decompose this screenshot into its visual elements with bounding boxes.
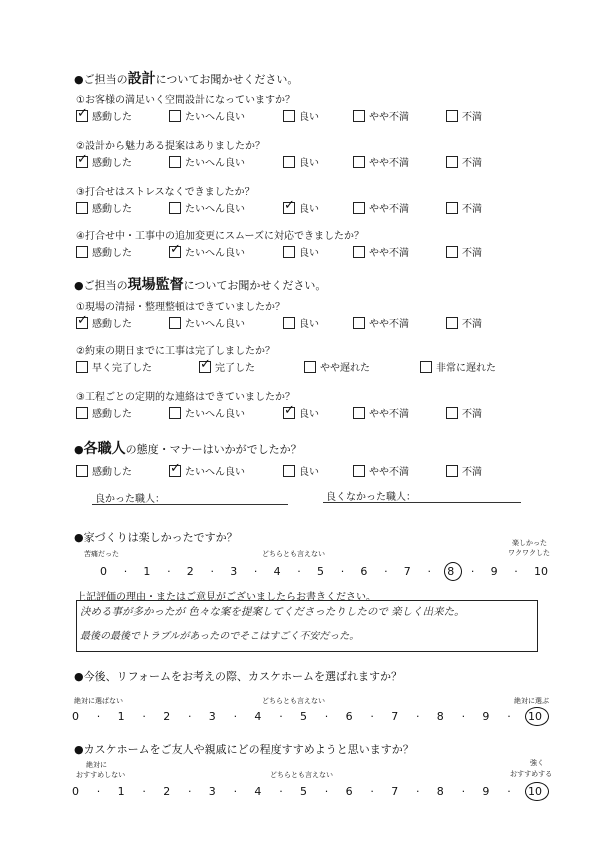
scale-left-label: 苦痛だった	[84, 550, 119, 558]
checkbox[interactable]	[283, 465, 295, 477]
option-checkbox[interactable]	[76, 463, 132, 478]
option-label: たいへん良い	[185, 409, 245, 420]
scale-left-label: おすすめしない	[76, 771, 126, 779]
checkbox[interactable]	[446, 156, 458, 168]
scale-number[interactable]: 7	[391, 785, 399, 798]
option-checkbox[interactable]	[76, 359, 152, 374]
scale-separator: ·	[507, 710, 511, 723]
option-checkbox[interactable]	[283, 108, 319, 123]
option-label: 感動した	[92, 112, 132, 123]
option-label: やや不満	[369, 112, 409, 123]
selected-circle	[444, 562, 462, 581]
checkbox[interactable]	[283, 110, 295, 122]
scale-separator: ·	[188, 785, 192, 798]
question-text: ④打合せ中・工事中の追加変更にスムーズに対応できましたか？	[76, 231, 364, 242]
checkbox[interactable]	[169, 110, 181, 122]
option-checkbox[interactable]	[446, 154, 482, 169]
scale-number[interactable]: 3	[208, 710, 216, 723]
option-label: 不満	[462, 204, 482, 215]
option-label: 不満	[462, 319, 482, 330]
scale-mid-label: どちらとも言えない	[262, 550, 325, 558]
scale-number[interactable]: 10	[534, 565, 548, 578]
scale-separator: ·	[279, 785, 283, 798]
option-checkbox[interactable]	[446, 200, 482, 215]
option-label: 良い	[299, 158, 319, 169]
option-checkbox[interactable]	[446, 405, 482, 420]
option-label: 完了した	[215, 363, 255, 374]
scale-separator: ·	[324, 710, 329, 723]
option-checkbox[interactable]	[283, 244, 319, 259]
option-label: たいへん良い	[185, 467, 245, 478]
handwritten-comment-1: 決める事が多かったが 色々な案を提案してくださったりしたので 楽しく出来た。	[80, 606, 465, 618]
checkbox[interactable]	[76, 361, 88, 373]
checkbox[interactable]	[446, 110, 458, 122]
section-heading	[74, 274, 326, 294]
scale-number[interactable]: 8	[436, 710, 444, 723]
section-heading	[74, 438, 302, 458]
option-label: 感動した	[92, 467, 132, 478]
heading-suffix: についてお聞かせください。	[183, 279, 327, 292]
scale-separator: ·	[370, 710, 374, 723]
checkbox[interactable]	[76, 110, 88, 122]
scale-separator: ·	[340, 565, 345, 578]
scale-separator: ·	[167, 565, 171, 578]
scale-separator: ·	[470, 565, 475, 578]
scale-number[interactable]: 9	[482, 710, 490, 723]
option-checkbox[interactable]	[353, 315, 409, 330]
option-label: たいへん良い	[185, 158, 245, 169]
option-checkbox[interactable]	[446, 244, 482, 259]
scale-number[interactable]: 9	[482, 785, 490, 798]
checkbox[interactable]	[76, 465, 88, 477]
option-checkbox[interactable]	[283, 405, 319, 420]
selected-circle	[525, 782, 549, 801]
option-label: 不満	[462, 409, 482, 420]
scale-number[interactable]: 0	[72, 710, 79, 723]
option-label: 不満	[462, 248, 482, 259]
heading-bold: 現場監督	[127, 277, 184, 293]
option-checkbox[interactable]	[169, 244, 245, 259]
option-label: 感動した	[92, 319, 132, 330]
checkbox[interactable]	[199, 361, 211, 373]
option-label: 非常に遅れた	[436, 363, 496, 374]
checkbox[interactable]	[353, 246, 365, 258]
scale-number[interactable]: 5	[317, 565, 324, 578]
option-checkbox[interactable]	[169, 405, 245, 420]
option-checkbox[interactable]	[353, 405, 409, 420]
scale-number[interactable]: 2	[163, 710, 171, 723]
option-checkbox[interactable]	[76, 315, 132, 330]
checkbox[interactable]	[283, 202, 295, 214]
option-checkbox[interactable]	[353, 244, 409, 259]
heading-prefix: ●	[74, 443, 84, 456]
scale-right-label: 楽しかった	[512, 539, 547, 547]
scale-right-label: おすすめする	[510, 770, 553, 778]
option-label: やや不満	[369, 467, 409, 478]
option-checkbox[interactable]	[353, 154, 409, 169]
selected-circle	[525, 707, 549, 726]
option-checkbox[interactable]	[304, 359, 370, 374]
scale-number[interactable]: 6	[345, 785, 353, 798]
option-checkbox[interactable]	[353, 463, 409, 478]
scale-separator: ·	[123, 565, 128, 578]
option-checkbox[interactable]	[76, 200, 132, 215]
option-checkbox[interactable]	[169, 108, 245, 123]
handwritten-comment-2: 最後の最後でトラブルがあったのでそこはすごく不安だった。	[80, 631, 360, 642]
option-label: やや不満	[369, 409, 409, 420]
checkbox[interactable]	[353, 317, 365, 329]
reason-label: 上記評価の理由・またはご意見がございましたらお書きください。	[76, 592, 376, 603]
option-label: 良い	[299, 248, 319, 259]
option-label: 不満	[462, 112, 482, 123]
option-label: 感動した	[92, 158, 132, 169]
scale-number[interactable]: 4	[254, 710, 262, 723]
scale-separator: ·	[96, 785, 101, 798]
checkbox[interactable]	[446, 202, 458, 214]
section-heading	[74, 68, 298, 88]
scale-number[interactable]: 5	[300, 710, 307, 723]
option-checkbox[interactable]	[283, 200, 319, 215]
checkbox[interactable]	[76, 156, 88, 168]
scale-number[interactable]: 6	[360, 565, 368, 578]
scale-separator: ·	[384, 565, 388, 578]
checkbox[interactable]	[420, 361, 432, 373]
option-label: やや不満	[369, 319, 409, 330]
option-checkbox[interactable]	[169, 315, 245, 330]
scale-separator: ·	[370, 785, 374, 798]
scale-separator: ·	[233, 710, 238, 723]
scale-number[interactable]: 10	[528, 785, 542, 798]
option-checkbox[interactable]	[446, 108, 482, 123]
option-checkbox[interactable]	[76, 405, 132, 420]
option-label: 不満	[462, 158, 482, 169]
option-label: たいへん良い	[185, 204, 245, 215]
checkbox[interactable]	[76, 246, 88, 258]
option-label: やや不満	[369, 248, 409, 259]
checkbox[interactable]	[353, 407, 365, 419]
scale-separator: ·	[297, 565, 301, 578]
scale-number[interactable]: 9	[490, 565, 498, 578]
scale-left-label: 絶対に選ばない	[74, 697, 123, 705]
good-craftsman-label: 良かった職人：	[95, 494, 165, 505]
checkbox[interactable]	[446, 465, 458, 477]
good-craftsman-line[interactable]	[92, 504, 288, 505]
option-checkbox[interactable]	[420, 359, 496, 374]
heading-bold: 設計	[127, 71, 156, 87]
option-label: やや遅れた	[320, 363, 370, 374]
option-label: 不満	[462, 467, 482, 478]
checkbox[interactable]	[446, 317, 458, 329]
option-checkbox[interactable]	[283, 463, 319, 478]
option-label: 良い	[299, 467, 319, 478]
checkbox[interactable]	[76, 202, 88, 214]
scale-separator: ·	[279, 710, 283, 723]
scale-separator: ·	[514, 565, 518, 578]
option-checkbox[interactable]	[169, 200, 245, 215]
scale-number[interactable]: 2	[163, 785, 171, 798]
scale-number[interactable]: 3	[208, 785, 216, 798]
question-text: ③工程ごとの定期的な連絡はできていましたか？	[76, 392, 295, 403]
checkbox[interactable]	[76, 407, 88, 419]
scale-number[interactable]: 1	[117, 710, 125, 723]
scale-left-label: 絶対に	[86, 761, 107, 769]
section-title: ●カスケホームをご友人や親戚にどの程度すすめようと思いますか？	[74, 743, 414, 756]
scale-separator: ·	[142, 710, 146, 723]
scale-number[interactable]: 4	[254, 785, 262, 798]
scale-mid-label: どちらとも言えない	[270, 771, 333, 779]
checkbox[interactable]	[353, 110, 365, 122]
option-label: やや不満	[369, 158, 409, 169]
checkbox[interactable]	[169, 202, 181, 214]
heading-prefix: ●ご担当の	[74, 73, 128, 86]
scale-number[interactable]: 6	[345, 710, 353, 723]
heading-prefix: ●ご担当の	[74, 279, 128, 292]
option-label: 良い	[299, 204, 319, 215]
scale-separator: ·	[416, 710, 420, 723]
option-checkbox[interactable]	[199, 359, 255, 374]
checkbox[interactable]	[169, 465, 181, 477]
option-label: たいへん良い	[185, 112, 245, 123]
scale-separator: ·	[188, 710, 192, 723]
heading-suffix: の態度・マナーはいかがでしたか？	[125, 443, 302, 456]
checkbox[interactable]	[353, 156, 365, 168]
scale-separator: ·	[210, 565, 214, 578]
scale-number[interactable]: 4	[273, 565, 281, 578]
option-label: 良い	[299, 112, 319, 123]
option-checkbox[interactable]	[76, 154, 132, 169]
checkbox[interactable]	[169, 156, 181, 168]
question-text: ②設計から魅力ある提案はありましたか？	[76, 141, 265, 152]
section-title: ●家づくりは楽しかったですか？	[74, 531, 238, 544]
option-label: たいへん良い	[185, 319, 245, 330]
option-checkbox[interactable]	[446, 315, 482, 330]
checkbox[interactable]	[169, 246, 181, 258]
scale-separator: ·	[253, 565, 258, 578]
checkbox[interactable]	[283, 317, 295, 329]
option-checkbox[interactable]	[353, 108, 409, 123]
option-checkbox[interactable]	[283, 315, 319, 330]
scale-number[interactable]: 0	[100, 565, 107, 578]
option-checkbox[interactable]	[76, 108, 132, 123]
scale-number[interactable]: 8	[447, 565, 455, 578]
option-label: 感動した	[92, 248, 132, 259]
checkbox[interactable]	[283, 246, 295, 258]
scale-separator: ·	[416, 785, 420, 798]
scale-number[interactable]: 1	[143, 565, 151, 578]
scale-separator: ·	[233, 785, 238, 798]
scale-separator: ·	[461, 710, 466, 723]
checkbox[interactable]	[283, 407, 295, 419]
scale-number[interactable]: 5	[300, 785, 307, 798]
checkbox[interactable]	[353, 202, 365, 214]
scale-separator: ·	[507, 785, 511, 798]
question-text: ②約束の期日までに工事は完了しましたか？	[76, 346, 275, 357]
scale-separator: ·	[142, 785, 146, 798]
bad-craftsman-line[interactable]	[323, 502, 521, 503]
checkbox[interactable]	[76, 317, 88, 329]
scale-separator: ·	[461, 785, 466, 798]
scale-number[interactable]: 3	[230, 565, 238, 578]
scale-right-label: 絶対に選ぶ	[514, 697, 549, 705]
checkbox[interactable]	[446, 407, 458, 419]
question-text: ①現場の清掃・整理整頓はできていましたか？	[76, 302, 285, 313]
scale-separator: ·	[324, 785, 329, 798]
checkbox[interactable]	[283, 156, 295, 168]
checkbox[interactable]	[169, 407, 181, 419]
checkbox[interactable]	[304, 361, 316, 373]
heading-bold: 各職人	[83, 441, 126, 457]
scale-mid-label: どちらとも言えない	[262, 697, 325, 705]
option-label: 感動した	[92, 409, 132, 420]
checkbox[interactable]	[169, 317, 181, 329]
checkbox[interactable]	[353, 465, 365, 477]
scale-right-label: ワクワクした	[508, 549, 550, 557]
section-title: ●今後、リフォームをお考えの際、カスケホームを選ばれますか？	[74, 670, 403, 683]
question-text: ③打合せはストレスなくできましたか？	[76, 187, 255, 198]
checkbox[interactable]	[446, 246, 458, 258]
scale-number[interactable]: 1	[117, 785, 125, 798]
scale-number[interactable]: 8	[436, 785, 444, 798]
option-checkbox[interactable]	[169, 154, 245, 169]
scale-number[interactable]: 7	[391, 710, 399, 723]
scale-number[interactable]: 7	[403, 565, 411, 578]
scale-separator: ·	[427, 565, 431, 578]
scale-right-label: 強く	[530, 759, 544, 767]
scale-number[interactable]: 0	[72, 785, 79, 798]
option-checkbox[interactable]	[169, 463, 245, 478]
option-label: 感動した	[92, 204, 132, 215]
option-label: たいへん良い	[185, 248, 245, 259]
scale-separator: ·	[96, 710, 101, 723]
option-label: 良い	[299, 409, 319, 420]
question-text: ①お客様の満足いく空間設計になっていますか？	[76, 95, 295, 106]
option-label: やや不満	[369, 204, 409, 215]
option-label: 良い	[299, 319, 319, 330]
option-label: 早く完了した	[92, 363, 152, 374]
option-checkbox[interactable]	[446, 463, 482, 478]
option-checkbox[interactable]	[76, 244, 132, 259]
scale-number[interactable]: 2	[186, 565, 194, 578]
option-checkbox[interactable]	[353, 200, 409, 215]
bad-craftsman-label: 良くなかった職人：	[326, 492, 416, 503]
option-checkbox[interactable]	[283, 154, 319, 169]
heading-suffix: についてお聞かせください。	[155, 73, 299, 86]
scale-number[interactable]: 10	[528, 710, 542, 723]
